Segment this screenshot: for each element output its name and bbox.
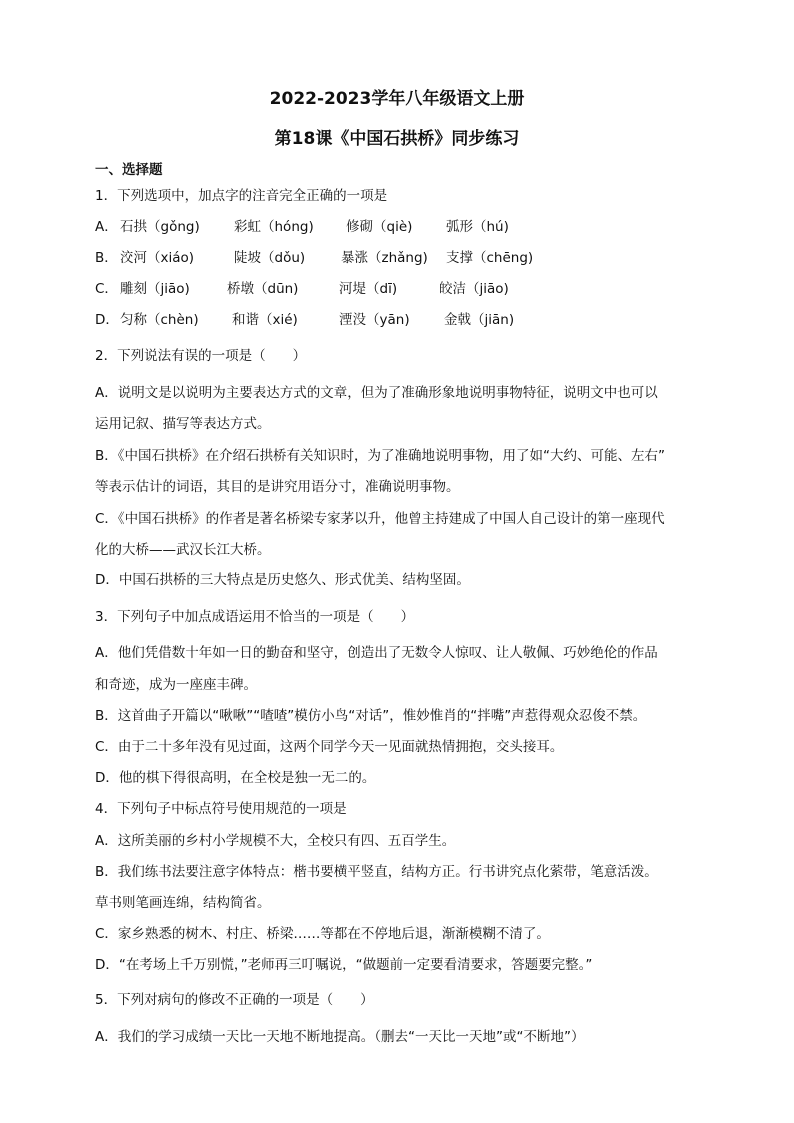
question-3-line: B．这首曲子开篇以“啾啾”“喳喳”模仿小鸟“对话”，惟妙惟肖的“拌嘴”声惹得观众忍俊不禁。 [95,708,647,724]
option-letter: C． [95,281,118,297]
question-4-stem: 4．下列句子中标点符号使用规范的一项是 [95,801,347,817]
question-1-option-c [95,281,695,297]
option-item: 皎洁（jiāo) [439,281,509,297]
question-1-option-a [95,219,695,235]
option-item: 匀称（chèn) [120,312,199,328]
question-3-line: A．他们凭借数十年如一日的勤奋和坚守，创造出了无数令人惊叹、让人敬佩、巧妙绝伦的作品 [95,645,658,661]
option-item: 和谐（xié) [232,312,298,328]
option-item: 湮没（yān) [339,312,410,328]
option-item: 支撑（chēng) [446,250,534,266]
option-letter: A． [95,219,118,235]
question-2-stem: 2．下列说法有误的一项是（ ） [95,348,307,364]
option-item: 陡坡（dǒu) [234,250,306,266]
question-5-line: A．我们的学习成绩一天比一天地不断地提高。（删去“一天比一天地”或“不断地”） [95,1029,585,1045]
question-4-line: C．家乡熟悉的树木、村庄、桥梁……等都在不停地后退，渐渐模糊不清了。 [95,926,550,942]
option-item: 雕刻（jiāo) [120,281,190,297]
option-item: 彩虹（hóng) [234,219,314,235]
option-item: 石拱（gǒng) [120,219,200,235]
question-2-line: A．说明文是以说明为主要表达方式的文章，但为了准确形象地说明事物特征，说明文中也可以 [95,385,658,401]
question-2-line: 运用记叙、描写等表达方式。 [95,416,271,432]
document-title: 2022-2023学年八年级语文上册 [269,89,525,109]
option-item: 弧形（hú) [446,219,509,235]
question-2-line: D．中国石拱桥的三大特点是历史悠久、形式优美、结构坚固。 [95,572,470,588]
option-letter: B． [95,250,118,266]
option-letter: D． [95,312,119,328]
option-item: 修砌（qiè) [346,219,413,235]
option-item: 河堤（dī) [339,281,398,297]
question-1-stem: 1．下列选项中，加点字的注音完全正确的一项是 [95,188,388,204]
option-item: 金戟（jiān) [444,312,515,328]
question-2-line: 化的大桥——武汉长江大桥。 [95,542,271,558]
lesson-title: 第18课《中国石拱桥》同步练习 [274,129,520,149]
question-1-option-b [95,250,695,266]
section-heading: 一、选择题 [95,162,163,178]
question-3-line: C．由于二十多年没有见过面，这两个同学今天一见面就热情拥抱，交头接耳。 [95,739,564,755]
question-4-line: B．我们练书法要注意字体特点：楷书要横平竖直，结构方正。行书讲究点化萦带，笔意活泼。 [95,864,658,880]
question-5-stem: 5．下列对病句的修改不正确的一项是（ ） [95,992,374,1008]
option-item: 洨河（xiáo) [120,250,195,266]
question-3-stem: 3．下列句子中加点成语运用不恰当的一项是（ ） [95,609,415,625]
question-2-line: C．《中国石拱桥》的作者是著名桥梁专家茅以升，他曾主持建成了中国人自己设计的第一座现代 [95,511,665,527]
option-item: 暴涨（zhǎng) [341,250,428,266]
question-3-line: 和奇迹，成为一座座丰碑。 [95,677,257,693]
question-3-line: D．他的棋下得很高明，在全校是独一无二的。 [95,770,376,786]
question-2-line: 等表示估计的词语，其目的是讲究用语分寸，准确说明事物。 [95,479,460,495]
question-4-line: 草书则笔画连绵，结构简省。 [95,895,271,911]
question-4-line: A．这所美丽的乡村小学规模不大，全校只有四、五百学生。 [95,833,456,849]
question-4-line: D．“在考场上千万别慌，”老师再三叮嘱说，“做题前一定要看清要求，答题要完整。” [95,957,593,973]
question-2-line: B．《中国石拱桥》在介绍石拱桥有关知识时，为了准确地说明事物，用了如“大约、可能、左右” [95,448,665,464]
question-1-option-d [95,312,695,328]
option-item: 桥墩（dūn) [227,281,299,297]
